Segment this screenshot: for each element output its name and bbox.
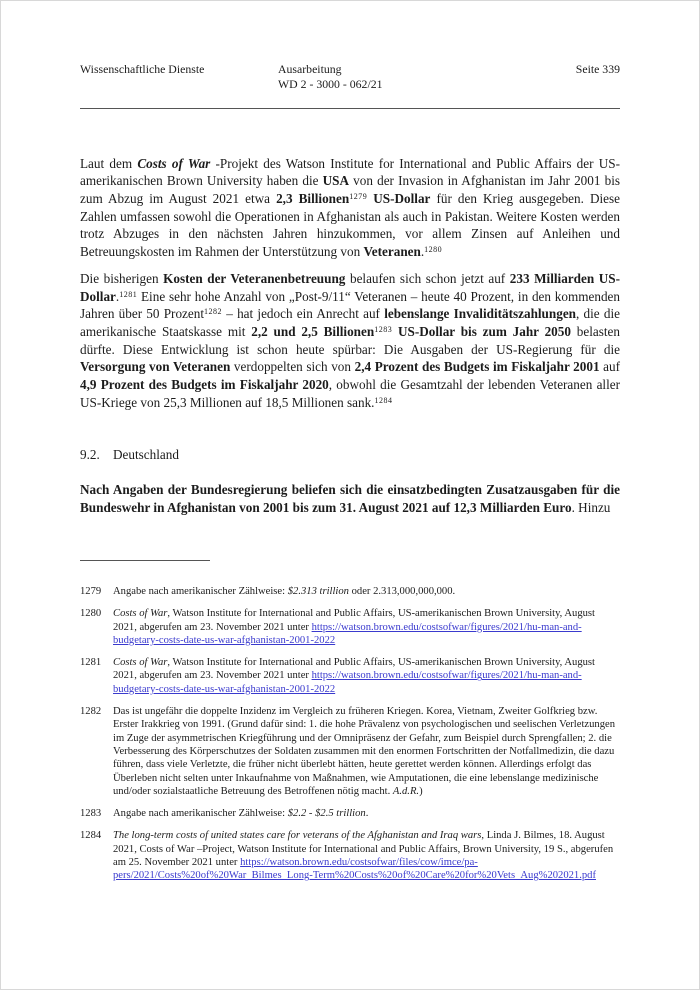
text-run: auf (599, 359, 621, 375)
section-number: 9.2. (80, 446, 100, 462)
section-title: Deutschland (113, 446, 179, 462)
text-run: , obwohl die Gesamtzahl der lebenden Veteranen aller US-Kriege von 25,3 Millionen auf 18,5 Millionen sank. (80, 377, 620, 410)
footnote-text (113, 585, 620, 598)
text-run: Laut dem (80, 155, 138, 171)
text-run: Costs of War (113, 608, 168, 620)
footnote-divider-line (80, 560, 210, 561)
text-run: Kosten der Veteranenbetreuung (163, 270, 346, 286)
text-run: . Hinzu (571, 499, 611, 515)
footnote-reference-marker[interactable]: 1280 (424, 245, 443, 255)
text-run: Costs of War (113, 657, 168, 669)
footnote-reference-marker[interactable]: 1284 (374, 395, 393, 405)
footnote-reference-marker[interactable]: 1283 (374, 324, 393, 334)
footnote-hyperlink[interactable]: https://watson.brown.edu/costsofwar/figures/2021/hu-man-and-budgetary-costs-date-us-war-afghanistan-2001-2022 (113, 621, 582, 646)
text-run: von der Invasion in Afghanistan im Jahr 2001 bis zum Abzug im August 2021 etwa (80, 173, 620, 207)
footnote-entry (80, 705, 620, 798)
text-run: Costs of War (137, 155, 211, 171)
footnote-text (113, 807, 620, 820)
footnote-text (113, 829, 620, 882)
text-run: , Linda J. Bilmes, 18. August 2021, Costs of War –Project, Watson Institute for International and Public Affairs, Brown University, 19 S., abgerufen am 25. November 2021 unter (113, 830, 614, 869)
footnote-entry (80, 607, 620, 647)
footnote-entry (80, 656, 620, 696)
text-run: $2.313 trillion (287, 586, 349, 597)
header-divider-line (80, 108, 620, 109)
header-doc-info (278, 62, 576, 93)
text-run: 233 Milliarden US-Dollar (80, 270, 620, 304)
header-doc-type: Ausarbeitung (278, 62, 342, 76)
text-run: Das ist ungefähr die doppelte Inzidenz im Vergleich zu früheren Kriegen. Korea, Vietnam, Zweiter Golfkrieg bzw. Erster Irakkrieg von 1991. (Grund dafür sind: 1. die hohe Prävalenz von psychologischen und seelischen Verletzungen im Zuge der asymmetrischen Kriegführung und der Omnipräsenz der Gefahr, zum Beispiel durch Sprengfallen; 2. die Verbesserung des Körperschutzes der Soldaten zusammen mit den enormen Fortschritten der Notfallmedizin, die dazu führen, dass viele Verletzte, die früher nicht überlebt hätten, heute gerettet werden können. Allerdings erfolgt das Überleben nicht selten unter Inkaufnahme von Maßnahmen, wie Amputationen, die eine lebenslange medizinische und/oder sozialstaatliche Betreuung des Betroffenen nötig macht. (113, 706, 615, 797)
footnote-entry (80, 585, 620, 598)
text-run: USA (322, 173, 350, 189)
text-run: , Watson Institute for International and Public Affairs, US-amerikanischen Brown University, August 2021, abgerufen am 23. November 2021 unter (113, 657, 596, 682)
footnote-number: 1279 (80, 586, 102, 597)
text-run: . (420, 244, 425, 260)
footnote-entry (80, 829, 620, 882)
text-run: Die bisherigen (80, 270, 164, 286)
text-run: Eine sehr hohe Anzahl von „Post-9/11“ Veteranen – heute 40 Prozent, in den kommenden Jahren über 50 Prozent (80, 288, 620, 322)
text-run: US-Dollar bis zum Jahr 2050 (398, 323, 571, 339)
text-run: , Watson Institute for International and Public Affairs, US-amerikanischen Brown University, August 2021, abgerufen am 23. November 2021 unter (113, 608, 596, 633)
paragraph-veteran-costs (80, 270, 620, 412)
text-run: Versorgung von Veteranen (80, 359, 231, 375)
text-run: ) (419, 785, 423, 797)
text-run: -Projekt des Watson Institute for International and Public Affairs der US-amerikanischen Brown University haben die (80, 155, 620, 189)
text-run: oder 2.313,000,000,000. (348, 586, 456, 597)
text-run: $2.2 - $2.5 trillion (287, 808, 366, 820)
paragraph-costs-of-war (80, 155, 620, 261)
footnote-reference-marker[interactable]: 1281 (119, 289, 138, 299)
document-body (80, 155, 620, 517)
header-page-number: Seite 339 (575, 62, 620, 76)
text-run: für den Krieg ausgegeben. Diese Zahlen umfassen sowohl die Operationen in Afghanistan als auch in Pakistan. Weitere Kosten werden trotz Abzuges in den nächsten Jahren hinzukommen, vor allem Zinsen auf Anleihen und Betreuungskosten im Rahmen der Unterstützung von (80, 191, 621, 260)
text-run: 2,2 und 2,5 Billionen (251, 323, 375, 339)
text-run: belasten dürfte. Diese Entwicklung ist schon heute spürbar: Die Ausgaben der US-Regierung für die (80, 323, 620, 357)
section-heading-germany (80, 446, 620, 464)
header-doc-number: WD 2 - 3000 - 062/21 (278, 77, 383, 92)
text-run: lebenslange Invaliditätszahlungen (384, 306, 577, 322)
footnote-hyperlink[interactable]: https://watson.brown.edu/costsofwar/figures/2021/hu-man-and-budgetary-costs-date-us-war-afghanistan-2001-2022 (113, 670, 582, 695)
text-run: 2,4 Prozent des Budgets im Fiskaljahr 2001 (354, 359, 600, 375)
footnote-number: 1281 (80, 657, 102, 669)
footnote-entry (80, 807, 620, 820)
text-run: – hat jedoch ein Anrecht auf (222, 306, 385, 322)
footnotes-section (80, 560, 620, 892)
footnote-number: 1282 (80, 706, 102, 718)
text-run: Nach Angaben der Bundesregierung beliefen sich die einsatzbedingten Zusatzausgaben für die Bundeswehr in Afghanistan von 2001 bis zum 31. August 2021 auf 12,3 Milliarden Euro (80, 482, 620, 515)
footnote-text (113, 656, 620, 696)
footnote-number: 1283 (80, 808, 102, 820)
text-run: Veteranen (363, 244, 421, 260)
footnote-text (113, 705, 620, 798)
footnote-reference-marker[interactable]: 1279 (349, 192, 368, 202)
footnote-number: 1284 (80, 830, 102, 842)
footnote-text (113, 607, 620, 647)
text-run: A.d.R. (392, 785, 420, 797)
text-run: 2,3 Billionen (276, 191, 350, 207)
text-run: US-Dollar (373, 191, 431, 207)
footnote-hyperlink[interactable]: https://watson.brown.edu/costsofwar/files/cow/imce/pa-pers/2021/Costs%20of%20War_Bilmes_Long-Term%20Costs%20of%20Care%20for%20Vets_Aug%202021.pdf (113, 857, 596, 882)
text-run: The long-term costs of united states care for veterans of the Afghanistan and Iraq wars (113, 830, 482, 842)
text-run: , die die amerikanische Staatskasse mit (80, 306, 620, 339)
text-run: . (115, 288, 120, 304)
text-run: belaufen sich schon jetzt auf (345, 270, 510, 286)
header-org-name: Wissenschaftliche Dienste (80, 62, 205, 76)
footnote-number: 1280 (80, 608, 102, 620)
text-run: Angabe nach amerikanischer Zählweise: (113, 808, 288, 820)
text-run: . (365, 808, 369, 820)
text-run: verdoppelten sich von (230, 359, 355, 375)
footnote-list (80, 585, 620, 883)
paragraph-germany-expenses (80, 481, 620, 516)
text-run: Angabe nach amerikanischer Zählweise: (113, 586, 288, 597)
page-header (80, 62, 620, 93)
text-run: 4,9 Prozent des Budgets im Fiskaljahr 2020 (80, 377, 329, 393)
footnote-reference-marker[interactable]: 1282 (204, 307, 223, 317)
